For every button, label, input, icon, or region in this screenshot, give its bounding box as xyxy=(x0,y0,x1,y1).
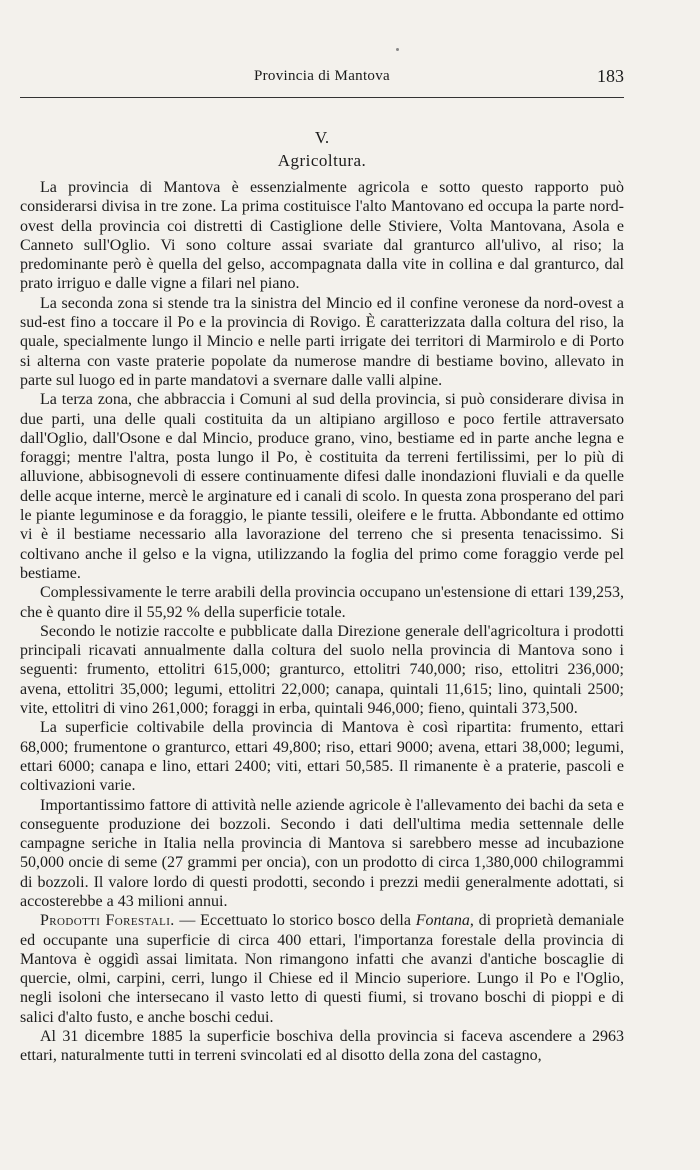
page-number: 183 xyxy=(597,66,624,86)
forestry-text-after: , di proprietà demaniale ed occupante una superficie di circa 400 ettari, l'importanza forestale della provincia di Mantova è oggidì assai limitata. Non rimangono infatti che avanzi d'antiche boscaglie di quercie, olmi, carpini, cerri, lungo il Chiese ed il Mincio superiore. Lungo il Po e l'Oglio, negli isoloni che intersecano il vasto letto di questi fiumi, si trovano boschi di pioppi e di salici d'alto fusto, e anche boschi cedui. xyxy=(20,912,625,1026)
paragraph: Complessivamente le terre arabili della provincia occupano un'estensione di ettari 139,253, che è quanto dire il 55,92 % della superficie totale. xyxy=(20,584,624,621)
forestry-text-before: — Eccettuato lo storico bosco della xyxy=(174,912,416,930)
forestry-paragraph xyxy=(20,911,624,1027)
paragraph: Importantissimo fattore di attività nelle aziende agricole è l'allevamento dei bachi da seta e conseguente produzione dei bozzoli. Secondo i dati dell'ultima media settennale delle campagne seriche in Italia nella provincia di Mantova si sarebbero messe ad incubazione 50,000 oncie di seme (27 grammi per oncia), con un prodotto di circa 1,380,000 chilogrammi di bozzoli. Il valore lordo di questi prodotti, secondo i prezzi medii generalmente adottati, si accosterebbe a 43 milioni annui. xyxy=(20,796,624,910)
paragraph: La provincia di Mantova è essenzialmente agricola e sotto questo rapporto può considerarsi divisa in tre zone. La prima costituisce l'alto Mantovano ed occupa la parte nord-ovest della provincia coi distretti di Castiglione delle Stiviere, Volta Mantovana, Asola e Canneto sull'Oglio. Vi sono colture assai svariate dal granturco all'ulivo, al riso; la predominante però è quella del gelso, accompagnata dalla vite in collina e dal granturco, dal prato irriguo e dalle vigne a filari nel piano. xyxy=(20,179,624,293)
header-rule xyxy=(20,97,624,98)
page-body xyxy=(20,128,624,1066)
paragraph: La superficie coltivabile della provincia di Mantova è così ripartita: frumento, ettari 68,000; frumentone o granturco, ettari 49,800; riso, ettari 9000; avena, ettari 38,000; legumi, ettari 6000; canapa e lino, ettari 2400; viti, ettari 50,585. Il rimanente è a praterie, pascoli e coltivazioni varie. xyxy=(20,719,624,795)
ink-speck xyxy=(396,48,399,51)
paragraph: Al 31 dicembre 1885 la superficie boschiva della provincia si faceva ascendere a 2963 ettari, naturalmente tutti in terreni svincolati ed al disotto della zona del castagno, xyxy=(20,1028,624,1065)
paragraph: La seconda zona si stende tra la sinistra del Mincio ed il confine veronese da nord-ovest a sud-est fino a toccare il Po e la provincia di Rovigo. È caratterizzata dalla coltura del riso, la quale, specialmente lungo il Mincio e nelle parti irrigate dei territori di Marmirolo e di Porto si alterna con vaste praterie popolate da numerose mandre di bestiame bovino, allevato in parte sul luogo ed in parte mandatovi a svernare dalle valli alpine. xyxy=(20,294,624,389)
paragraph: Secondo le notizie raccolte e pubblicate dalla Direzione generale dell'agricoltura i prodotti principali ricavati annualmente dalla coltura del suolo nella provincia di Mantova sono i seguenti: frumento, ettolitri 615,000; granturco, ettolitri 740,000; riso, ettolitri 236,000; avena, ettolitri 35,000; legumi, ettolitri 22,000; canapa, quintali 11,615; lino, quintali 2500; vite, ettolitri di vino 261,000; foraggi in erba, quintali 946,000; fieno, quintali 373,500. xyxy=(20,622,624,718)
section-number: V. xyxy=(314,128,330,147)
paragraph: La terza zona, che abbraccia i Comuni al sud della provincia, si può considerare divisa in due parti, una delle quali costituita da un altipiano argilloso e poco fertile attraversato dall'Oglio, dall'Osone e dal Mincio, produce grano, vino, bestiame ed in parte anche legna e foraggi; mentre l'altra, posta lungo il Po, è costituita da terreni fertilissimi, per lo più di alluvione, abbisognevoli di essere continuamente difesi dalle inondazioni fluviali e da quelle delle acque interne, mercè le arginature ed i canali di scolo. In questa zona prosperano del pari le piante leguminose e da foraggio, le piante tessili, oleifere e le frutta. Abbondante ed ottimo vi è il bestiame necessario alla lavorazione del terreno che si presenta tenacissimo. Si coltivano anche il gelso e la vigna, utilizzando la foglia del primo come foraggio verde pel bestiame. xyxy=(20,391,624,582)
forestry-heading: Prodotti Forestali. xyxy=(40,912,175,930)
page-header xyxy=(20,62,624,92)
section-title: Agricoltura. xyxy=(277,151,367,170)
forest-name: Fontana xyxy=(415,912,470,930)
running-title: Provincia di Mantova xyxy=(254,68,390,84)
